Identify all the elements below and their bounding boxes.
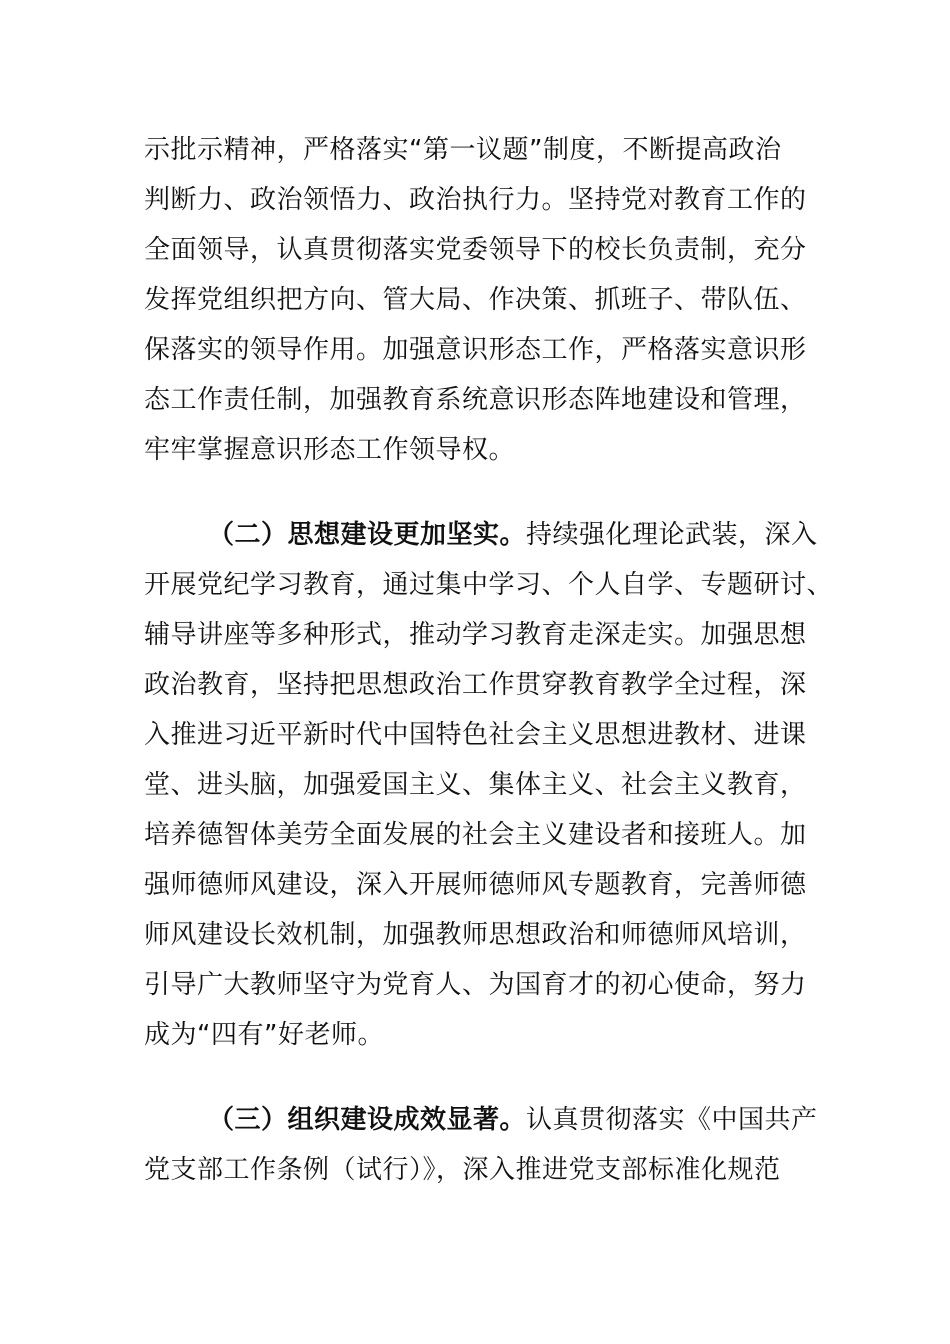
paragraph-line: 师风建设长效机制，加强教师思想政治和师德师风培训，: [144, 920, 807, 950]
paragraph-text: 持续强化理论武装，深入: [526, 520, 818, 550]
paragraph-line: 态工作责任制，加强教育系统意识形态阵地建设和管理，: [144, 385, 807, 415]
paragraph-line: 政治教育，坚持把思想政治工作贯穿教育教学全过程，深: [144, 670, 807, 700]
paragraph-line: 全面领导，认真贯彻落实党委领导下的校长负责制，充分: [144, 235, 807, 265]
paragraph-line: 保落实的领导作用。加强意识形态工作，严格落实意识形: [144, 335, 807, 365]
paragraph-line: 强师德师风建设，深入开展师德师风专题教育，完善师德: [144, 870, 807, 900]
paragraph-line: 判断力、政治领悟力、政治执行力。坚持党对教育工作的: [144, 185, 807, 215]
paragraph-line: 辅导讲座等多种形式，推动学习教育走深走实。加强思想: [144, 620, 807, 650]
paragraph-line: 引导广大教师坚守为党育人、为国育才的初心使命，努力: [144, 970, 807, 1000]
paragraph-line: 牢牢掌握意识形态工作领导权。: [144, 435, 516, 465]
section-heading-line: [208, 519, 818, 551]
paragraph-line: 成为“四有”好老师。: [144, 1020, 384, 1050]
paragraph-line: 培养德智体美劳全面发展的社会主义建设者和接班人。加: [144, 820, 807, 850]
paragraph-line: 党支部工作条例（试行）》，深入推进党支部标准化规范: [144, 1155, 781, 1185]
paragraph-line: 开展党纪学习教育，通过集中学习、个人自学、专题研讨、: [144, 570, 834, 600]
paragraph-line: 入推进习近平新时代中国特色社会主义思想进教材、进课: [144, 720, 807, 750]
paragraph-line: 发挥党组织把方向、管大局、作决策、抓班子、带队伍、: [144, 285, 807, 315]
paragraph-text: 认真贯彻落实《中国共产: [526, 1105, 818, 1135]
paragraph-line: 示批示精神，严格落实“第一议题”制度，不断提高政治: [144, 135, 782, 165]
section-heading-line: [208, 1104, 818, 1136]
paragraph-line: 堂、进头脑，加强爱国主义、集体主义、社会主义教育，: [144, 770, 807, 800]
section-heading: （二）思想建设更加坚实。: [208, 520, 527, 550]
section-heading: （三）组织建设成效显著。: [208, 1105, 527, 1135]
